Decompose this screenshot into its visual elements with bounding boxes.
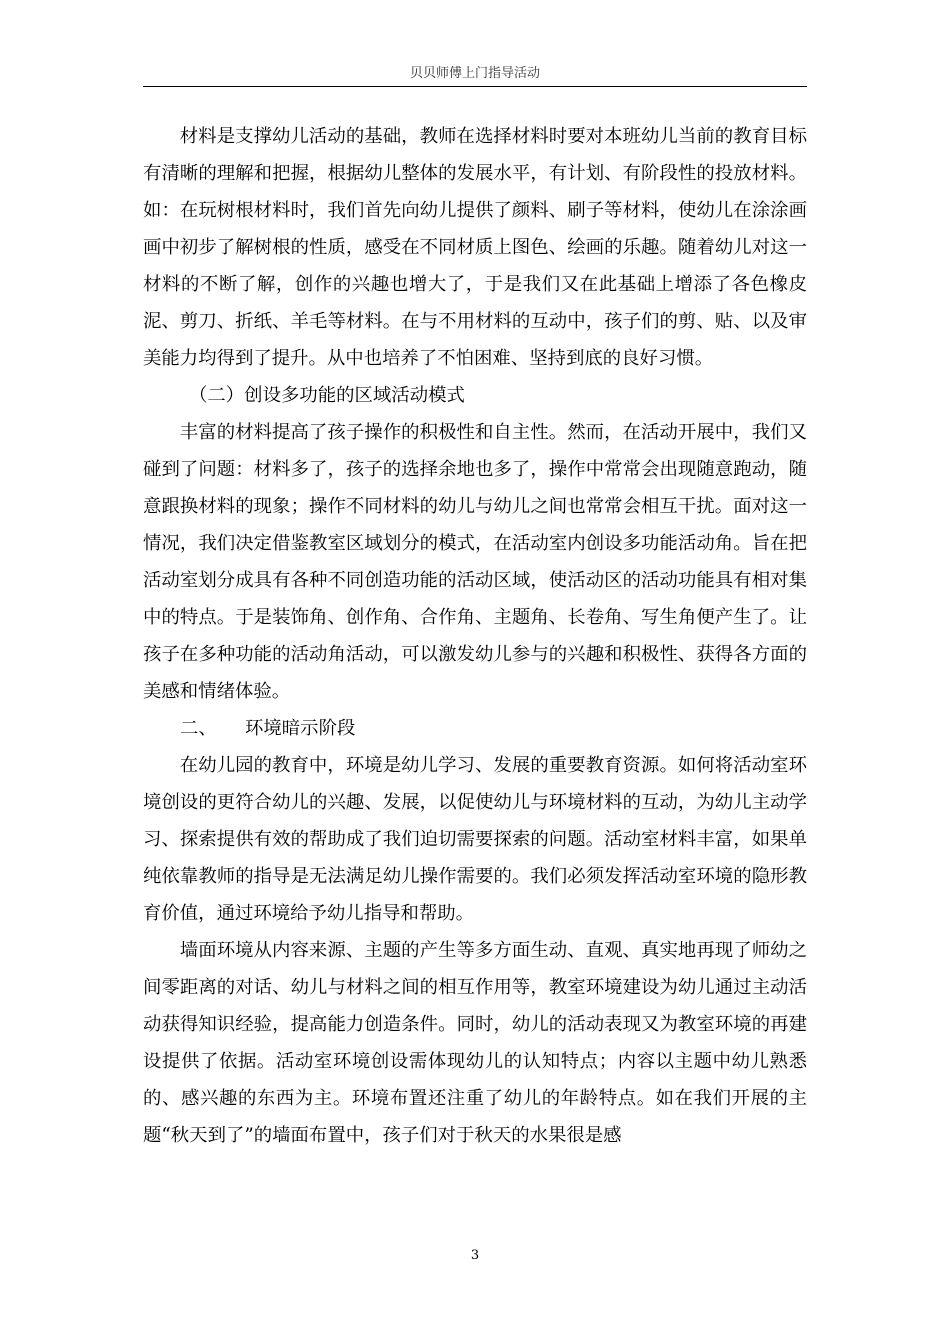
paragraph-activity-areas: 丰富的材料提高了孩子操作的积极性和自主性。然而，在活动开展中，我们又碰到了问题：材料多了，孩子的选择余地也多了，操作中常常会出现随意跑动，随意跟换材料的现象；操作不同材料的幼儿与幼儿之间也常常会相互干扰。面对这一情况，我们决定借鉴教室区域划分的模式，在活动室内创设多功能活动角。旨在把活动室划分成具有各种不同创造功能的活动区域，使活动区的活动功能具有相对集中的特点。于是装饰角、创作角、合作角、主题角、长卷角、写生角便产生了。让孩子在多种功能的活动角活动，可以激发幼儿参与的兴趣和积极性、获得各方面的美感和情绪体验。 — [143, 422, 807, 702]
section-heading-environment — [143, 710, 807, 747]
paragraph-wall-environment: 墙面环境从内容来源、主题的产生等多方面生动、直观、真实地再现了师幼之间零距离的对话、幼儿与材料之间的相互作用等，教室环境建设为幼儿通过主动活动获得知识经验，提高能力创造条件。同时，幼儿的活动表现又为教室环境的再建设提供了依据。活动室环境创设需体现幼儿的认知特点；内容以主题中幼儿熟悉的、感兴趣的东西为主。环境布置还注重了幼儿的年龄特点。如在我们开展的主题“秋天到了”的墙面布置中，孩子们对于秋天的水果很是感 — [143, 940, 807, 1146]
section-number: 二、 — [180, 718, 217, 739]
paragraph-environment-resource: 在幼儿园的教育中，环境是幼儿学习、发展的重要教育资源。如何将活动室环境创设的更符合幼儿的兴趣、发展，以促使幼儿与环境材料的互动，为幼儿主动学习、探索提供有效的帮助成了我们迫切需要探索的问题。活动室材料丰富，如果单纯依靠教师的指导是无法满足幼儿操作需要的。我们必须发挥活动室环境的隐形教育价值，通过环境给予幼儿指导和帮助。 — [143, 755, 807, 924]
page-number: 3 — [470, 1248, 480, 1263]
section-title: 环境暗示阶段 — [245, 718, 356, 739]
document-body — [143, 118, 807, 1154]
paragraph-materials: 材料是支撑幼儿活动的基础，教师在选择材料时要对本班幼儿当前的教育目标有清晰的理解和把握，根据幼儿整体的发展水平，有计划、有阶段性的投放材料。如：在玩树根材料时，我们首先向幼儿提供了颜料、刷子等材料，使幼儿在涂涂画画中初步了解树根的性质，感受在不同材质上图色、绘画的乐趣。随着幼儿对这一材料的不断了解，创作的兴趣也增大了，于是我们又在此基础上增添了各色橡皮泥、剪刀、折纸、羊毛等材料。在与不用材料的互动中，孩子们的剪、贴、以及审美能力均得到了提升。从中也培养了不怕困难、坚持到底的良好习惯。 — [143, 126, 807, 369]
section-heading-multifunction: （二）创设多功能的区域活动模式 — [189, 385, 465, 406]
page-header: 贝贝师傅上门指导活动 — [409, 66, 540, 81]
header-rule — [143, 86, 807, 87]
